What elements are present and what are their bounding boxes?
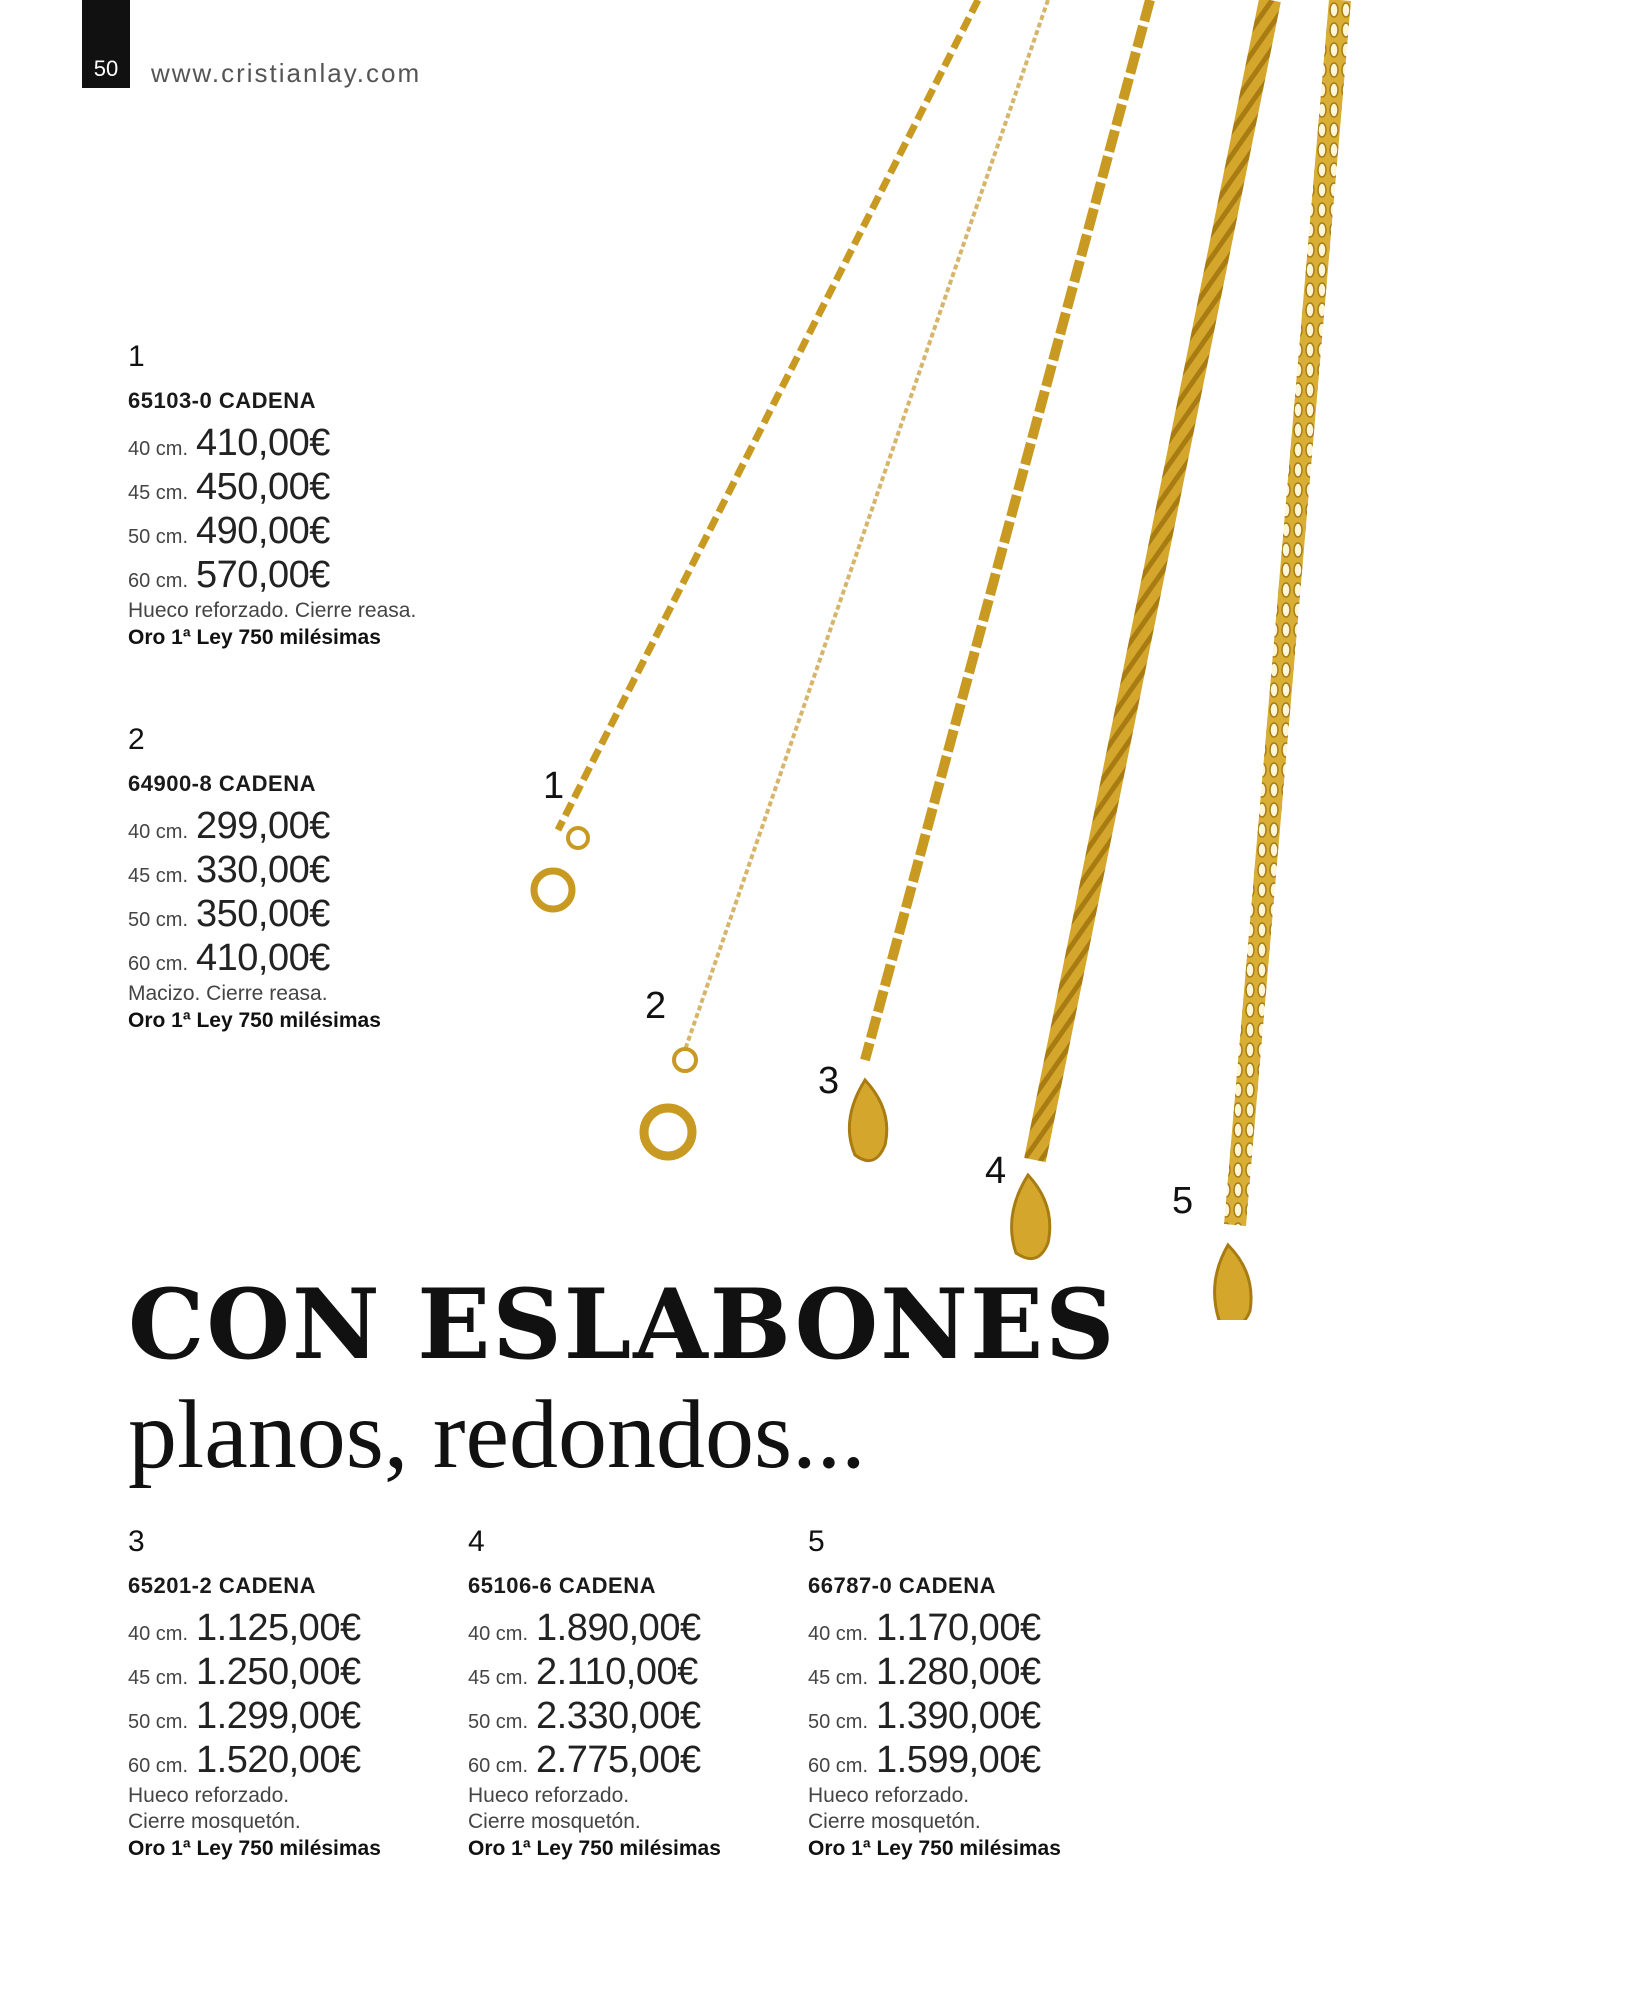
product-number: 1 [128,340,145,373]
price: 570,00€ [196,554,330,596]
site-url[interactable]: www.cristianlay.com [151,58,422,88]
price: 1.125,00€ [196,1607,361,1649]
price: 299,00€ [196,805,330,847]
price: 330,00€ [196,849,330,891]
price: 1.520,00€ [196,1739,361,1781]
product-number: 4 [468,1525,485,1558]
price: 1.390,00€ [876,1695,1041,1737]
product-number: 3 [128,1525,145,1558]
photo-label-1: 1 [543,765,565,807]
heading-line-1: CON ESLABONES [128,1268,1117,1381]
price: 1.250,00€ [196,1651,361,1693]
price-row [128,1651,448,1695]
chain-2 [685,0,1048,1050]
price: 350,00€ [196,893,330,935]
size: 50 cm. [128,909,189,931]
size: 40 cm. [128,438,189,460]
price-row [128,937,448,981]
product-material: Oro 1ª Ley 750 milésimas [128,626,381,649]
price-row [808,1651,1128,1695]
size: 45 cm. [808,1667,869,1689]
chain-3-clasp [849,1080,886,1161]
photo-label-3: 3 [818,1060,840,1102]
product-description: Cierre mosquetón. [808,1810,981,1833]
price-row [468,1607,788,1651]
price: 2.110,00€ [536,1651,698,1693]
photo-label-4: 4 [985,1150,1007,1192]
product-description: Cierre mosquetón. [128,1810,301,1833]
section-heading [128,1270,1116,1490]
size: 45 cm. [128,1667,189,1689]
price-row [128,805,448,849]
size: 50 cm. [808,1711,869,1733]
size: 50 cm. [128,526,189,548]
product-4 [468,1525,788,1863]
product-description: Hueco reforzado. [808,1784,970,1807]
size: 45 cm. [468,1667,529,1689]
price-row [128,1695,448,1739]
price: 450,00€ [196,466,330,508]
product-material: Oro 1ª Ley 750 milésimas [468,1837,721,1860]
size: 60 cm. [128,1755,189,1777]
photo-label-2: 2 [645,985,667,1027]
price-row [128,422,448,466]
size: 50 cm. [128,1711,189,1733]
price-row [128,893,448,937]
chain-2-clasp [644,1108,692,1156]
price: 1.299,00€ [196,1695,361,1737]
chain-4-clasp [1012,1175,1050,1259]
size: 60 cm. [128,953,189,975]
price-row [468,1739,788,1783]
product-description: Macizo. Cierre reasa. [128,982,328,1005]
size: 40 cm. [128,821,189,843]
product-2 [128,723,448,1035]
chain-5 [1235,0,1340,1225]
chain-5-clasp [1215,1245,1252,1320]
price-row [128,849,448,893]
product-description: Hueco reforzado. [128,1784,290,1807]
product-description: Cierre mosquetón. [468,1810,641,1833]
page-number-badge [82,0,130,88]
price-row [808,1607,1128,1651]
price: 1.280,00€ [876,1651,1041,1693]
chain-3 [865,0,1150,1060]
price: 490,00€ [196,510,330,552]
page-number: 50 [93,56,119,81]
product-code: 64900-8 CADENA [128,771,316,796]
size: 60 cm. [808,1755,869,1777]
photo-label-5: 5 [1172,1180,1194,1222]
product-description: Hueco reforzado. [468,1784,630,1807]
product-code: 65106-6 CADENA [468,1573,656,1598]
size: 40 cm. [128,1623,189,1645]
size: 40 cm. [468,1623,529,1645]
product-number: 2 [128,723,145,756]
product-material: Oro 1ª Ley 750 milésimas [128,1837,381,1860]
size: 60 cm. [468,1755,529,1777]
price-row [468,1695,788,1739]
product-5 [808,1525,1128,1863]
price-row [128,1739,448,1783]
product-description: Hueco reforzado. Cierre reasa. [128,599,417,622]
size: 50 cm. [468,1711,529,1733]
chain-4 [1035,0,1270,1160]
price: 1.890,00€ [536,1607,701,1649]
size: 40 cm. [808,1623,869,1645]
size: 60 cm. [128,570,189,592]
price-row [468,1651,788,1695]
price: 410,00€ [196,937,330,979]
product-material: Oro 1ª Ley 750 milésimas [808,1837,1061,1860]
price-row [128,466,448,510]
product-code: 65103-0 CADENA [128,388,316,413]
price: 1.170,00€ [876,1607,1041,1649]
size: 45 cm. [128,482,189,504]
price: 2.330,00€ [536,1695,701,1737]
chains-photo [500,0,1400,1320]
chain-1 [558,0,978,830]
price-row [128,554,448,598]
price-row [128,510,448,554]
product-1 [128,340,448,652]
product-3 [128,1525,448,1863]
price-row [128,1607,448,1651]
product-number: 5 [808,1525,825,1558]
price: 1.599,00€ [876,1739,1041,1781]
size: 45 cm. [128,865,189,887]
heading-line-2: planos, redondos... [128,1381,866,1489]
product-code: 65201-2 CADENA [128,1573,316,1598]
price: 410,00€ [196,422,330,464]
price: 2.775,00€ [536,1739,701,1781]
product-material: Oro 1ª Ley 750 milésimas [128,1009,381,1032]
price-row [808,1695,1128,1739]
chain-1-clasp [534,871,572,909]
product-code: 66787-0 CADENA [808,1573,996,1598]
price-row [808,1739,1128,1783]
